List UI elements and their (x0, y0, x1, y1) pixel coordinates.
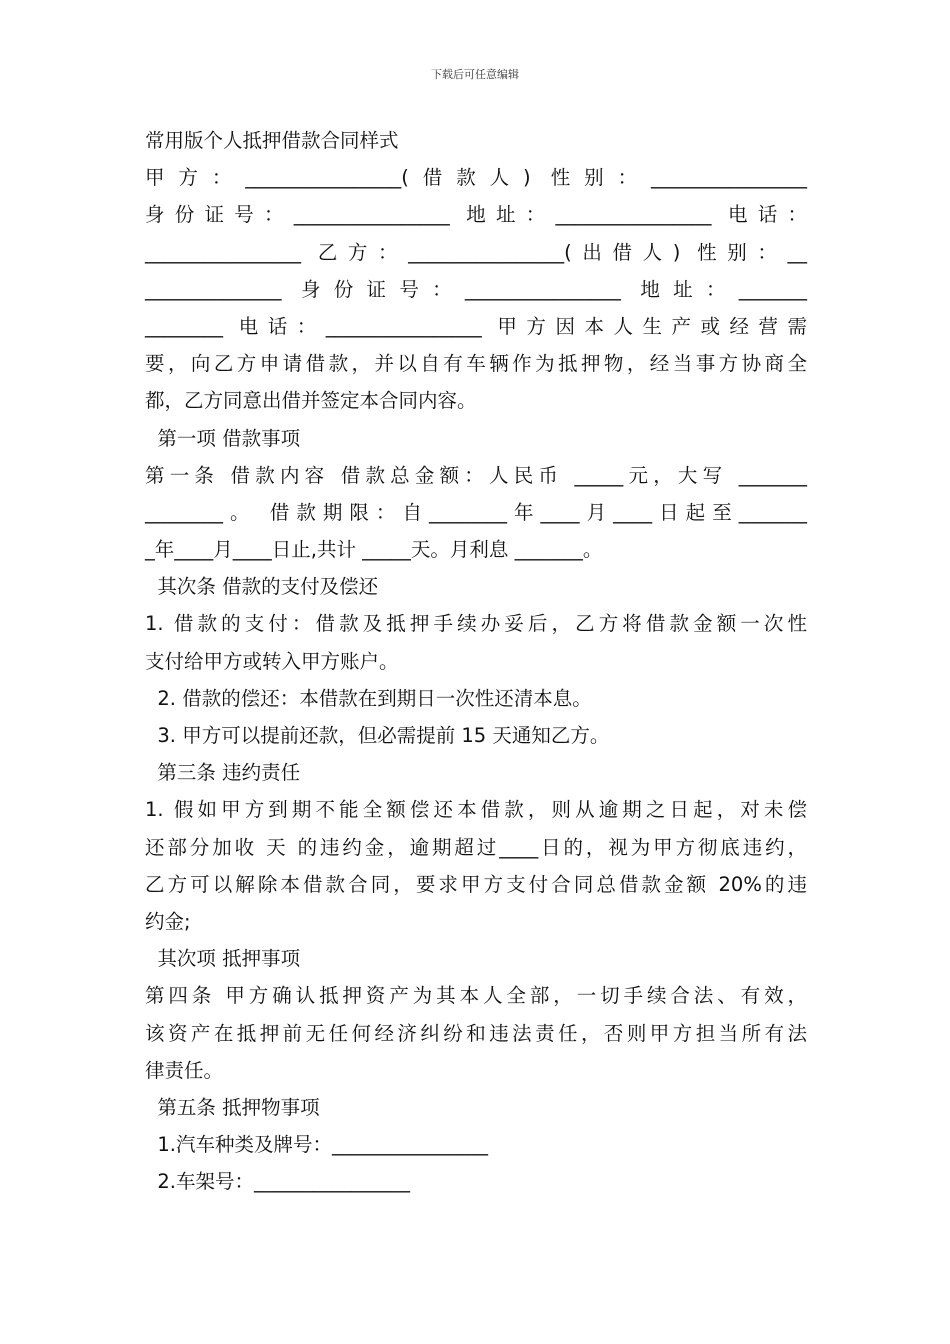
text-line: 乙方可以解除本借款合同，要求甲方支付合同总借款金额 20%的违 (145, 872, 807, 896)
text-line: 都，乙方同意出借并签定本合同内容。 (145, 389, 477, 413)
text-line: _年____月____日止,共计 _____天。月利息 _______。 (145, 538, 603, 562)
page-header: 下载后可任意编辑 (431, 68, 519, 81)
text-line: 第四条 甲方确认抵押资产为其本人全部，一切手续合法、有效， (145, 984, 807, 1008)
text-line: 第一条 借款内容 借款总金额：人民币 _____元，大写 _______ (145, 463, 807, 487)
contract-title: 常用版个人抵押借款合同样式 (145, 129, 399, 152)
text-line: 身份证号：________________ 地址：________________ 电话： (145, 203, 807, 227)
text-line: 1. 假如甲方到期不能全额偿还本借款，则从逾期之日起，对未偿 (145, 798, 807, 822)
party-a-line: 甲方：________________(借款人) 性别：________________ (145, 166, 807, 190)
article-heading: 其次条 借款的支付及偿还 (145, 575, 379, 599)
text-line: 1.汽车种类及牌号：________________ (145, 1133, 489, 1157)
text-line: 律责任。 (145, 1058, 224, 1082)
text-line: 2.车架号：________________ (145, 1170, 411, 1194)
text-line: 约金; (145, 909, 191, 933)
text-line: ________ 电话：________________ 甲方因本人生产或经营需 (145, 314, 807, 338)
text-line: 该资产在抵押前无任何经济纠纷和违法责任，否则甲方担当所有法 (145, 1021, 807, 1045)
section-heading: 第一项 借款事项 (145, 426, 301, 450)
text-line: 3. 甲方可以提前还款，但必需提前 15 天通知乙方。 (145, 724, 610, 747)
party-b-line: ________________ 乙方：________________(出借人) 性别：__ (145, 240, 807, 264)
text-line: ________。 借款期限：自________年____月____日起至_______ (145, 500, 807, 524)
text-line: ______________ 身份证号：________________ 地址：_______ (145, 277, 807, 301)
article-heading: 第三条 违约责任 (145, 761, 301, 785)
text-line: 要，向乙方申请借款，并以自有车辆作为抵押物，经当事方协商全 (145, 352, 807, 376)
section-heading: 其次项 抵押事项 (145, 947, 301, 971)
article-heading: 第五条 抵押物事项 (145, 1095, 320, 1119)
text-line: 支付给甲方或转入甲方账户。 (145, 649, 399, 673)
text-line: 2. 借款的偿还：本借款在到期日一次性还清本息。 (145, 686, 592, 710)
text-line: 1. 借款的支付：借款及抵押手续办妥后，乙方将借款金额一次性 (145, 612, 807, 636)
contract-body (145, 122, 807, 1200)
text-line: 还部分加收 天 的违约金，逾期超过____日的，视为甲方彻底违约， (145, 835, 807, 859)
